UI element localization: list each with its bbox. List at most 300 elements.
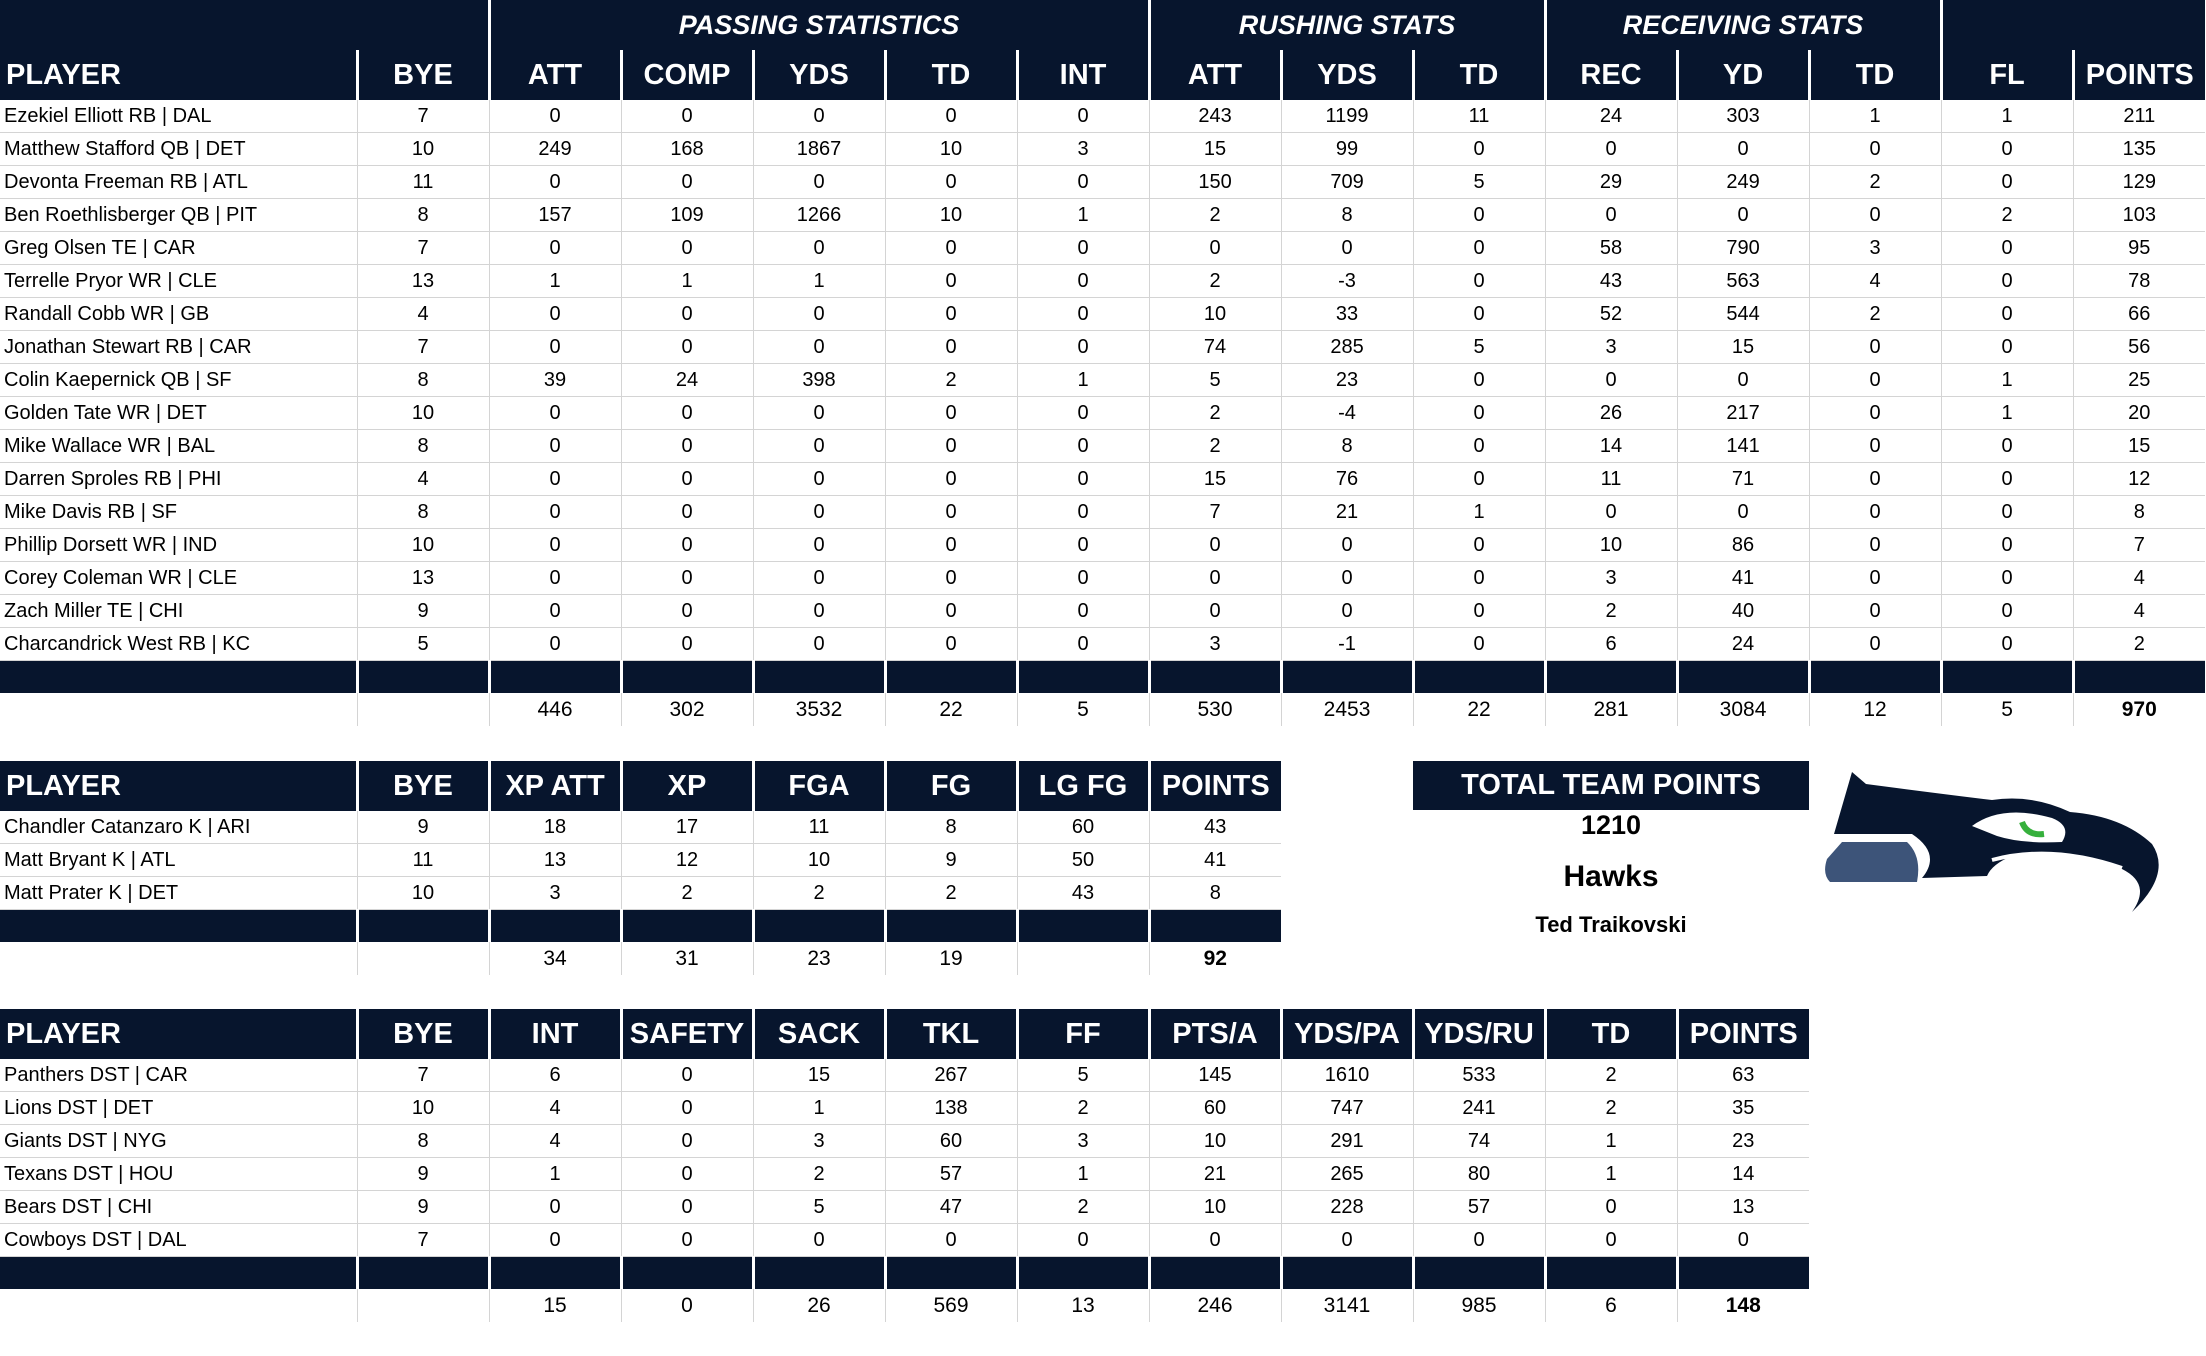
total-cell: 985 bbox=[1413, 1289, 1545, 1322]
stat-cell: 8 bbox=[357, 496, 489, 529]
player-name: Chandler Catanzaro K | ARI bbox=[0, 811, 357, 844]
total-cell: 3141 bbox=[1281, 1289, 1413, 1322]
stat-cell: 0 bbox=[1281, 595, 1413, 628]
column-header[interactable]: LG FG bbox=[1017, 761, 1149, 811]
column-header[interactable]: COMP bbox=[621, 50, 753, 100]
stat-cell: 0 bbox=[1545, 199, 1677, 232]
player-name: Corey Coleman WR | CLE bbox=[0, 562, 357, 595]
stat-cell: 0 bbox=[1017, 562, 1149, 595]
total-cell bbox=[0, 1289, 357, 1322]
separator-cell bbox=[1149, 910, 1281, 943]
total-cell: 31 bbox=[621, 942, 753, 975]
stat-cell: 43 bbox=[1149, 811, 1281, 844]
separator-row bbox=[0, 910, 1281, 943]
stat-cell: 1 bbox=[1017, 1158, 1149, 1191]
stat-cell: 0 bbox=[489, 298, 621, 331]
stat-cell: 0 bbox=[1941, 265, 2073, 298]
stat-cell: 10 bbox=[753, 844, 885, 877]
totals-row bbox=[0, 942, 1281, 975]
stat-cell: 157 bbox=[489, 199, 621, 232]
column-header[interactable]: POINTS bbox=[1677, 1009, 1809, 1059]
stat-cell: 0 bbox=[885, 100, 1017, 133]
table-row bbox=[0, 529, 2205, 562]
player-name: Lions DST | DET bbox=[0, 1092, 357, 1125]
stat-cell: 109 bbox=[621, 199, 753, 232]
stat-cell: 544 bbox=[1677, 298, 1809, 331]
separator-cell bbox=[1281, 1257, 1413, 1290]
stat-cell: 0 bbox=[1413, 463, 1545, 496]
stat-cell: 0 bbox=[1545, 133, 1677, 166]
column-header[interactable]: REC bbox=[1545, 50, 1677, 100]
stat-cell: 3 bbox=[753, 1125, 885, 1158]
stat-cell: 43 bbox=[1017, 877, 1149, 910]
stat-cell: 790 bbox=[1677, 232, 1809, 265]
stat-cell: 24 bbox=[1677, 628, 1809, 661]
stat-cell: 2 bbox=[1017, 1092, 1149, 1125]
stat-cell: 0 bbox=[1545, 364, 1677, 397]
column-header-row bbox=[0, 761, 1281, 811]
separator-cell bbox=[1677, 1257, 1809, 1290]
stat-cell: 0 bbox=[753, 430, 885, 463]
stat-cell: 267 bbox=[885, 1059, 1017, 1092]
column-header[interactable]: INT bbox=[489, 1009, 621, 1059]
stat-cell: 99 bbox=[1281, 133, 1413, 166]
table-row bbox=[0, 877, 1281, 910]
stat-cell: 0 bbox=[1941, 463, 2073, 496]
stat-cell: 0 bbox=[753, 331, 885, 364]
separator-row bbox=[0, 1257, 1809, 1290]
stat-cell: 0 bbox=[1413, 529, 1545, 562]
column-header[interactable]: YDS/PA bbox=[1281, 1009, 1413, 1059]
table-row bbox=[0, 1191, 1809, 1224]
column-header[interactable]: BYE bbox=[357, 50, 489, 100]
stat-cell: 0 bbox=[1809, 595, 1941, 628]
stat-cell: 2 bbox=[621, 877, 753, 910]
stat-cell: 1 bbox=[1413, 496, 1545, 529]
column-header[interactable]: ATT bbox=[1149, 50, 1281, 100]
separator-cell bbox=[753, 1257, 885, 1290]
stat-cell: 0 bbox=[753, 166, 885, 199]
stat-cell: 71 bbox=[1677, 463, 1809, 496]
column-header[interactable]: FG bbox=[885, 761, 1017, 811]
stat-cell: 0 bbox=[1809, 364, 1941, 397]
column-header[interactable]: ATT bbox=[489, 50, 621, 100]
column-header[interactable]: SACK bbox=[753, 1009, 885, 1059]
stat-cell: 4 bbox=[357, 298, 489, 331]
total-cell: 5 bbox=[1941, 693, 2073, 726]
stat-cell: 241 bbox=[1413, 1092, 1545, 1125]
stat-cell: 211 bbox=[2073, 100, 2205, 133]
stat-cell: 0 bbox=[1017, 430, 1149, 463]
stat-cell: 1 bbox=[489, 265, 621, 298]
stat-cell: 20 bbox=[2073, 397, 2205, 430]
stat-cell: 10 bbox=[357, 877, 489, 910]
stat-cell: 15 bbox=[753, 1059, 885, 1092]
stat-cell: 0 bbox=[1941, 133, 2073, 166]
stat-cell: 57 bbox=[885, 1158, 1017, 1191]
stat-cell: 0 bbox=[621, 1059, 753, 1092]
stat-cell: 0 bbox=[621, 463, 753, 496]
separator-cell bbox=[2073, 661, 2205, 694]
stat-cell: 9 bbox=[357, 811, 489, 844]
stat-cell: 8 bbox=[357, 364, 489, 397]
stat-cell: 0 bbox=[753, 529, 885, 562]
stat-cell: 2 bbox=[753, 877, 885, 910]
stat-cell: 11 bbox=[753, 811, 885, 844]
stat-cell: 4 bbox=[489, 1092, 621, 1125]
separator-cell bbox=[489, 910, 621, 943]
stat-cell: 5 bbox=[1413, 331, 1545, 364]
stat-cell: 303 bbox=[1677, 100, 1809, 133]
stat-cell: 15 bbox=[2073, 430, 2205, 463]
stat-cell: 141 bbox=[1677, 430, 1809, 463]
column-header[interactable]: PTS/A bbox=[1149, 1009, 1281, 1059]
stat-cell: 0 bbox=[1545, 496, 1677, 529]
table-row bbox=[0, 1125, 1809, 1158]
table-row bbox=[0, 430, 2205, 463]
stat-cell: 3 bbox=[1545, 331, 1677, 364]
stat-cell: 0 bbox=[621, 331, 753, 364]
stat-cell: 8 bbox=[357, 430, 489, 463]
column-header-row bbox=[0, 50, 2205, 100]
stat-cell: 26 bbox=[1545, 397, 1677, 430]
stat-cell: 0 bbox=[1413, 364, 1545, 397]
column-header[interactable]: XP bbox=[621, 761, 753, 811]
stat-cell: 11 bbox=[357, 844, 489, 877]
column-header[interactable]: XP ATT bbox=[489, 761, 621, 811]
stat-cell: 0 bbox=[621, 1092, 753, 1125]
stat-cell: 1 bbox=[1017, 199, 1149, 232]
separator-cell bbox=[621, 661, 753, 694]
stat-cell: 4 bbox=[2073, 562, 2205, 595]
stat-cell: 2 bbox=[1149, 199, 1281, 232]
separator-cell bbox=[0, 661, 357, 694]
column-header[interactable]: TD bbox=[1545, 1009, 1677, 1059]
total-cell: 148 bbox=[1677, 1289, 1809, 1322]
stat-cell: 0 bbox=[1941, 595, 2073, 628]
stat-cell: 0 bbox=[1809, 628, 1941, 661]
separator-cell bbox=[0, 910, 357, 943]
stat-cell: 1 bbox=[1941, 364, 2073, 397]
player-name: Randall Cobb WR | GB bbox=[0, 298, 357, 331]
stat-cell: 0 bbox=[489, 562, 621, 595]
stat-cell: 3 bbox=[1149, 628, 1281, 661]
group-header bbox=[0, 0, 489, 50]
stat-cell: 0 bbox=[621, 1224, 753, 1257]
stat-cell: 0 bbox=[1413, 265, 1545, 298]
stat-cell: 21 bbox=[1281, 496, 1413, 529]
stat-cell: 0 bbox=[885, 166, 1017, 199]
stat-cell: 66 bbox=[2073, 298, 2205, 331]
stat-cell: 1 bbox=[1017, 364, 1149, 397]
stat-cell: 0 bbox=[753, 100, 885, 133]
player-name: Bears DST | CHI bbox=[0, 1191, 357, 1224]
total-cell bbox=[1017, 942, 1149, 975]
stat-cell: 217 bbox=[1677, 397, 1809, 430]
stat-cell: 0 bbox=[1413, 562, 1545, 595]
column-header[interactable]: PLAYER bbox=[0, 761, 357, 811]
table-row bbox=[0, 562, 2205, 595]
stat-cell: 0 bbox=[489, 397, 621, 430]
stat-cell: 10 bbox=[357, 1092, 489, 1125]
separator-cell bbox=[489, 1257, 621, 1290]
stat-cell: 10 bbox=[357, 133, 489, 166]
stat-cell: 0 bbox=[753, 298, 885, 331]
stat-cell: 249 bbox=[489, 133, 621, 166]
stat-cell: 15 bbox=[1149, 133, 1281, 166]
stat-cell: 0 bbox=[753, 463, 885, 496]
stat-cell: 3 bbox=[1545, 562, 1677, 595]
column-header[interactable]: FGA bbox=[753, 761, 885, 811]
stat-cell: 0 bbox=[1017, 100, 1149, 133]
stat-cell: 0 bbox=[1017, 232, 1149, 265]
player-name: Colin Kaepernick QB | SF bbox=[0, 364, 357, 397]
totals-row bbox=[0, 1289, 1809, 1322]
separator-cell bbox=[1545, 661, 1677, 694]
stat-cell: 8 bbox=[1281, 199, 1413, 232]
stat-cell: 0 bbox=[1017, 298, 1149, 331]
stat-cell: 76 bbox=[1281, 463, 1413, 496]
column-header[interactable]: TD bbox=[1809, 50, 1941, 100]
stat-cell: 3 bbox=[1809, 232, 1941, 265]
stat-cell: 0 bbox=[1413, 199, 1545, 232]
player-name: Panthers DST | CAR bbox=[0, 1059, 357, 1092]
stat-cell: 0 bbox=[885, 331, 1017, 364]
separator-cell bbox=[1017, 910, 1149, 943]
stat-cell: 0 bbox=[621, 166, 753, 199]
total-cell: 6 bbox=[1545, 1289, 1677, 1322]
separator-cell bbox=[753, 910, 885, 943]
stat-cell: 3 bbox=[1017, 133, 1149, 166]
stat-cell: 0 bbox=[489, 595, 621, 628]
stat-cell: 0 bbox=[1809, 397, 1941, 430]
stat-cell: 1 bbox=[1545, 1125, 1677, 1158]
column-header[interactable]: SAFETY bbox=[621, 1009, 753, 1059]
stat-cell: 0 bbox=[1809, 529, 1941, 562]
total-cell: 3532 bbox=[753, 693, 885, 726]
stat-cell: 0 bbox=[1941, 628, 2073, 661]
total-cell: 12 bbox=[1809, 693, 1941, 726]
stat-cell: 228 bbox=[1281, 1191, 1413, 1224]
total-cell: 5 bbox=[1017, 693, 1149, 726]
stat-cell: 0 bbox=[1677, 496, 1809, 529]
stat-cell: 0 bbox=[1413, 430, 1545, 463]
stat-cell: 25 bbox=[2073, 364, 2205, 397]
table-row bbox=[0, 298, 2205, 331]
stat-cell: 0 bbox=[1413, 298, 1545, 331]
stat-cell: 0 bbox=[621, 1158, 753, 1191]
kicker-table bbox=[0, 761, 1281, 975]
stat-cell: 23 bbox=[1677, 1125, 1809, 1158]
stat-cell: 265 bbox=[1281, 1158, 1413, 1191]
total-cell: 26 bbox=[753, 1289, 885, 1322]
separator-cell bbox=[1017, 661, 1149, 694]
table-row bbox=[0, 397, 2205, 430]
stat-cell: -3 bbox=[1281, 265, 1413, 298]
column-header[interactable]: YDS/RU bbox=[1413, 1009, 1545, 1059]
column-header[interactable]: POINTS bbox=[2073, 50, 2205, 100]
stat-cell: 0 bbox=[621, 298, 753, 331]
table-row bbox=[0, 628, 2205, 661]
stat-cell: 0 bbox=[1017, 166, 1149, 199]
total-cell: 22 bbox=[1413, 693, 1545, 726]
stat-cell: 8 bbox=[885, 811, 1017, 844]
stat-cell: 0 bbox=[1809, 496, 1941, 529]
column-header[interactable]: YD bbox=[1677, 50, 1809, 100]
stat-cell: 12 bbox=[2073, 463, 2205, 496]
table-row bbox=[0, 133, 2205, 166]
stat-cell: 1610 bbox=[1281, 1059, 1413, 1092]
stat-cell: 43 bbox=[1545, 265, 1677, 298]
stat-cell: 0 bbox=[1017, 397, 1149, 430]
column-header[interactable]: TD bbox=[1413, 50, 1545, 100]
stat-cell: 47 bbox=[885, 1191, 1017, 1224]
table-row bbox=[0, 844, 1281, 877]
stat-cell: 18 bbox=[489, 811, 621, 844]
stat-cell: 80 bbox=[1413, 1158, 1545, 1191]
player-name: Devonta Freeman RB | ATL bbox=[0, 166, 357, 199]
stat-cell: 0 bbox=[621, 100, 753, 133]
total-cell bbox=[357, 942, 489, 975]
stat-cell: 4 bbox=[489, 1125, 621, 1158]
stat-cell: 0 bbox=[621, 430, 753, 463]
stat-cell: 0 bbox=[885, 562, 1017, 595]
stat-cell: 10 bbox=[1149, 1125, 1281, 1158]
stat-cell: 39 bbox=[489, 364, 621, 397]
column-header[interactable]: FL bbox=[1941, 50, 2073, 100]
stat-cell: 6 bbox=[1545, 628, 1677, 661]
column-header[interactable]: POINTS bbox=[1149, 761, 1281, 811]
stat-cell: 23 bbox=[1281, 364, 1413, 397]
player-name: Matt Bryant K | ATL bbox=[0, 844, 357, 877]
stat-cell: 8 bbox=[1149, 877, 1281, 910]
stat-cell: 0 bbox=[621, 628, 753, 661]
stat-cell: 0 bbox=[753, 397, 885, 430]
separator-cell bbox=[1545, 1257, 1677, 1290]
stat-cell: 21 bbox=[1149, 1158, 1281, 1191]
stat-cell: 0 bbox=[753, 628, 885, 661]
stat-cell: 74 bbox=[1413, 1125, 1545, 1158]
stat-cell: 0 bbox=[1545, 1191, 1677, 1224]
stat-cell: 0 bbox=[489, 430, 621, 463]
table-row bbox=[0, 100, 2205, 133]
stat-cell: 0 bbox=[489, 529, 621, 562]
stat-cell: 13 bbox=[357, 562, 489, 595]
stat-cell: 138 bbox=[885, 1092, 1017, 1125]
table-row bbox=[0, 265, 2205, 298]
stat-cell: 8 bbox=[357, 199, 489, 232]
stat-cell: 0 bbox=[489, 463, 621, 496]
table-row bbox=[0, 364, 2205, 397]
stat-cell: 7 bbox=[357, 232, 489, 265]
separator-cell bbox=[357, 910, 489, 943]
stat-cell: 10 bbox=[885, 199, 1017, 232]
column-header[interactable]: BYE bbox=[357, 761, 489, 811]
seahawks-logo-icon bbox=[1822, 764, 2192, 914]
stat-cell: 0 bbox=[1281, 562, 1413, 595]
column-header[interactable]: TD bbox=[885, 50, 1017, 100]
stat-cell: 57 bbox=[1413, 1191, 1545, 1224]
stat-cell: 0 bbox=[753, 232, 885, 265]
column-header[interactable]: YDS bbox=[1281, 50, 1413, 100]
stat-cell: 0 bbox=[621, 529, 753, 562]
total-cell: 3084 bbox=[1677, 693, 1809, 726]
stat-cell: 1 bbox=[1809, 100, 1941, 133]
total-cell: 281 bbox=[1545, 693, 1677, 726]
column-header[interactable]: BYE bbox=[357, 1009, 489, 1059]
stat-cell: 12 bbox=[621, 844, 753, 877]
column-header[interactable]: INT bbox=[1017, 50, 1149, 100]
stat-cell: 0 bbox=[621, 562, 753, 595]
stat-cell: 24 bbox=[1545, 100, 1677, 133]
stat-cell: 0 bbox=[753, 595, 885, 628]
stat-cell: 33 bbox=[1281, 298, 1413, 331]
stat-cell: 5 bbox=[1017, 1059, 1149, 1092]
stat-cell: 13 bbox=[489, 844, 621, 877]
stat-cell: 2 bbox=[1545, 595, 1677, 628]
team-name: Hawks bbox=[1563, 860, 1659, 893]
stat-cell: 1 bbox=[1941, 397, 2073, 430]
stat-cell: 50 bbox=[1017, 844, 1149, 877]
stat-cell: 2 bbox=[1149, 265, 1281, 298]
stat-cell: 60 bbox=[885, 1125, 1017, 1158]
table-row bbox=[0, 1092, 1809, 1125]
stat-cell: 0 bbox=[885, 463, 1017, 496]
stat-cell: 9 bbox=[357, 1191, 489, 1224]
player-name: Matt Prater K | DET bbox=[0, 877, 357, 910]
column-header[interactable]: PLAYER bbox=[0, 1009, 357, 1059]
stat-cell: 0 bbox=[1149, 529, 1281, 562]
stat-cell: 9 bbox=[885, 844, 1017, 877]
stat-cell: 243 bbox=[1149, 100, 1281, 133]
stat-cell: 747 bbox=[1281, 1092, 1413, 1125]
column-header[interactable]: YDS bbox=[753, 50, 885, 100]
stat-cell: 78 bbox=[2073, 265, 2205, 298]
table-row bbox=[0, 331, 2205, 364]
stat-cell: 0 bbox=[885, 298, 1017, 331]
player-name: Giants DST | NYG bbox=[0, 1125, 357, 1158]
stat-cell: 13 bbox=[357, 265, 489, 298]
stat-cell: 0 bbox=[1941, 562, 2073, 595]
player-name: Zach Miller TE | CHI bbox=[0, 595, 357, 628]
table-row bbox=[0, 1158, 1809, 1191]
stat-cell: 0 bbox=[1941, 331, 2073, 364]
stat-cell: 2 bbox=[1809, 298, 1941, 331]
total-cell: 19 bbox=[885, 942, 1017, 975]
stat-cell: 0 bbox=[885, 628, 1017, 661]
stat-cell: 0 bbox=[1941, 430, 2073, 463]
stat-cell: 10 bbox=[1149, 1191, 1281, 1224]
stat-cell: 11 bbox=[1545, 463, 1677, 496]
stat-cell: 17 bbox=[621, 811, 753, 844]
defense-table bbox=[0, 1009, 1809, 1322]
stat-cell: 0 bbox=[1941, 496, 2073, 529]
player-name: Mike Davis RB | SF bbox=[0, 496, 357, 529]
column-header[interactable]: FF bbox=[1017, 1009, 1149, 1059]
total-cell: 23 bbox=[753, 942, 885, 975]
stat-cell: 1 bbox=[621, 265, 753, 298]
stat-cell: 129 bbox=[2073, 166, 2205, 199]
stat-cell: 52 bbox=[1545, 298, 1677, 331]
stat-cell: 0 bbox=[885, 1224, 1017, 1257]
stat-cell: 0 bbox=[1413, 232, 1545, 265]
stat-cell: 0 bbox=[621, 1191, 753, 1224]
column-header[interactable]: TKL bbox=[885, 1009, 1017, 1059]
column-header[interactable]: PLAYER bbox=[0, 50, 357, 100]
stat-cell: 35 bbox=[1677, 1092, 1809, 1125]
stat-cell: 0 bbox=[1677, 133, 1809, 166]
stat-cell: 10 bbox=[357, 529, 489, 562]
